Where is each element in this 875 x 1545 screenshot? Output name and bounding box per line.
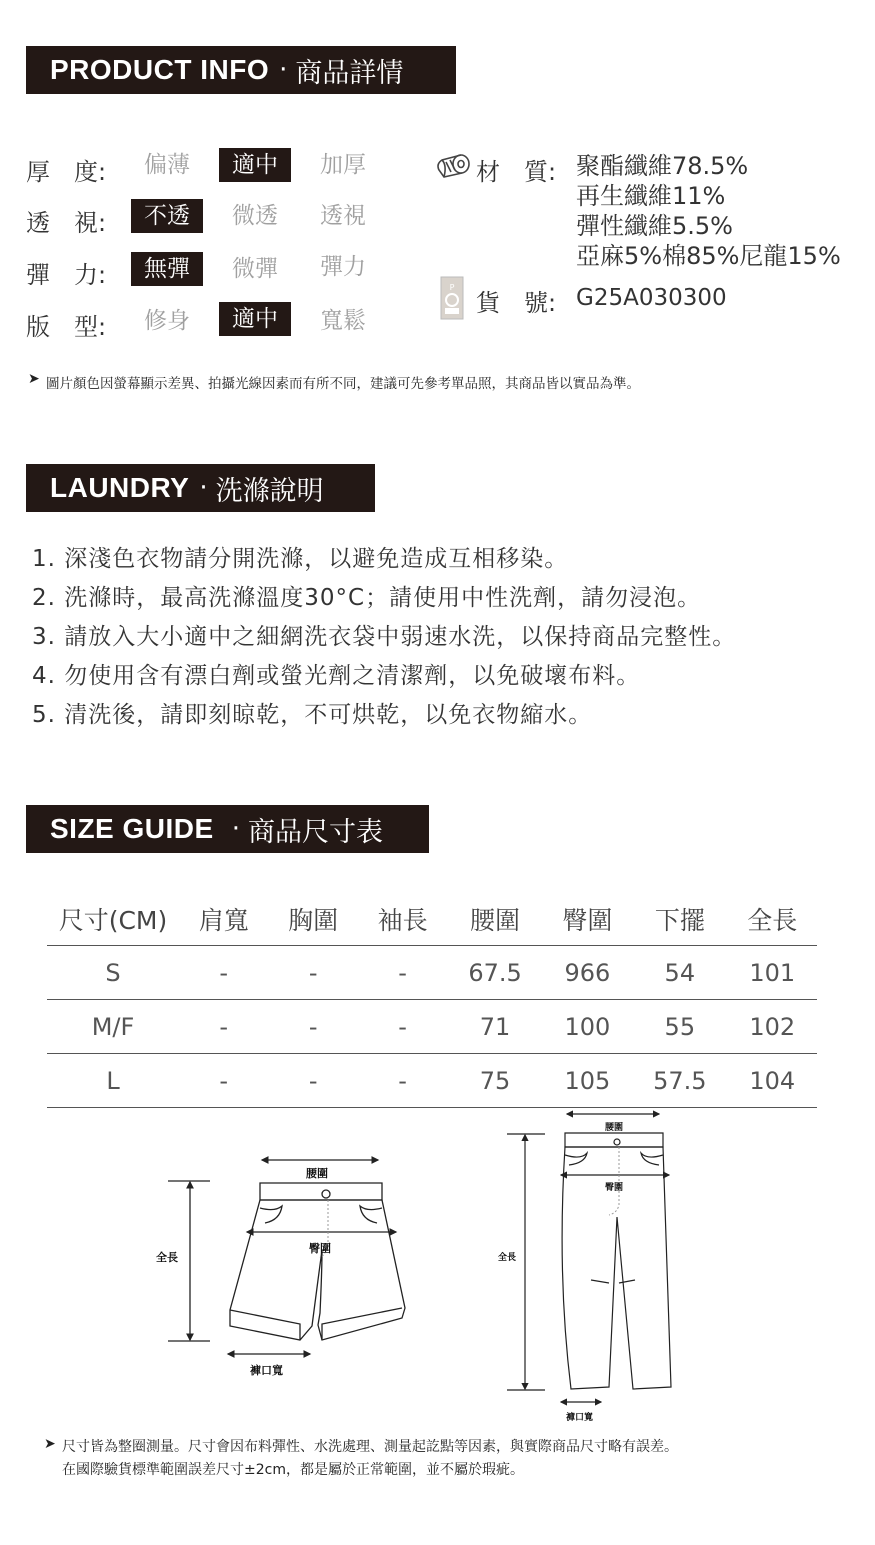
table-cell: M/F bbox=[47, 1000, 179, 1054]
color-disclaimer: 圖片顏色因螢幕顯示差異、拍攝光線因素而有所不同，建議可先參考單品照，其商品皆以實品為準。 bbox=[46, 376, 640, 392]
list-item: 5. 清洗後，請即刻晾乾，不可烘乾，以免衣物縮水。 bbox=[32, 702, 593, 728]
column-header: 下擺 bbox=[632, 893, 727, 946]
table-cell: - bbox=[268, 1000, 357, 1054]
arrow-right-icon: ➤ bbox=[28, 371, 40, 387]
attr-label-fit: 版 型: bbox=[26, 313, 107, 341]
attr-label-elasticity: 彈 力: bbox=[26, 261, 107, 289]
attr-label-sheerness: 透 視: bbox=[26, 209, 107, 237]
fabric-roll-icon bbox=[434, 152, 472, 182]
arrow-right-icon: ➤ bbox=[44, 1436, 56, 1452]
size-note-line1: 尺寸皆為整圈測量。尺寸會因布料彈性、水洗處理、測量起訖點等因素，與實際商品尺寸略有誤差。 bbox=[62, 1439, 678, 1455]
header-en: LAUNDRY bbox=[50, 472, 190, 503]
item-no-value: G25A030300 bbox=[576, 285, 727, 311]
table-cell: L bbox=[47, 1054, 179, 1108]
table-cell: S bbox=[47, 946, 179, 1000]
diagram-label-length: 全長 bbox=[498, 1253, 517, 1263]
material-line: 彈性纖維5.5% bbox=[576, 212, 733, 240]
table-cell: - bbox=[179, 946, 268, 1000]
list-item: 4. 勿使用含有漂白劑或螢光劑之清潔劑，以免破壞布料。 bbox=[32, 663, 641, 689]
attr-option-selected: 適中 bbox=[219, 302, 291, 336]
table-cell: 104 bbox=[728, 1054, 818, 1108]
size-note-line2: 在國際驗貨標準範圍誤差尺寸±2cm，都是屬於正常範圍，並不屬於瑕疵。 bbox=[62, 1462, 524, 1478]
table-cell: - bbox=[179, 1054, 268, 1108]
diagram-label-hem: 褲口寬 bbox=[250, 1364, 283, 1377]
column-header: 肩寬 bbox=[179, 893, 268, 946]
material-line: 再生纖維11% bbox=[576, 182, 726, 210]
attr-option: 微彈 bbox=[232, 256, 278, 282]
list-item: 3. 請放入大小適中之細網洗衣袋中弱速水洗，以保持商品完整性。 bbox=[32, 624, 737, 650]
pants-diagram bbox=[495, 1105, 695, 1425]
table-row bbox=[47, 1000, 817, 1054]
header-zh: 洗滌說明 bbox=[215, 475, 324, 507]
table-cell: 100 bbox=[543, 1000, 632, 1054]
material-line: 聚酯纖維78.5% bbox=[576, 152, 749, 180]
attr-option: 透視 bbox=[320, 203, 366, 229]
table-cell: - bbox=[358, 1000, 447, 1054]
diagram-label-hip: 臀圍 bbox=[605, 1183, 624, 1193]
size-guide-header bbox=[26, 805, 429, 853]
attr-option-selected: 適中 bbox=[219, 148, 291, 182]
table-cell: 101 bbox=[728, 946, 818, 1000]
attr-option-selected: 不透 bbox=[131, 199, 203, 233]
header-dot: · bbox=[199, 473, 208, 503]
column-header: 全長 bbox=[728, 893, 818, 946]
svg-text:P: P bbox=[449, 283, 455, 292]
attr-option: 微透 bbox=[232, 203, 278, 229]
header-zh: 商品尺寸表 bbox=[247, 816, 383, 848]
material-values bbox=[576, 151, 841, 271]
table-cell: - bbox=[358, 1054, 447, 1108]
table-cell: 57.5 bbox=[632, 1054, 727, 1108]
attr-option-selected: 無彈 bbox=[131, 252, 203, 286]
column-header: 腰圍 bbox=[447, 893, 542, 946]
product-info-header bbox=[26, 46, 456, 94]
table-cell: - bbox=[358, 946, 447, 1000]
column-header: 尺寸(CM) bbox=[47, 893, 179, 946]
header-en: PRODUCT INFO bbox=[50, 54, 270, 85]
table-cell: 67.5 bbox=[447, 946, 542, 1000]
table-header-row bbox=[47, 893, 817, 946]
material-label: 材 質: bbox=[476, 158, 557, 186]
attr-option: 寬鬆 bbox=[320, 308, 366, 334]
table-cell: 102 bbox=[728, 1000, 818, 1054]
table-cell: - bbox=[179, 1000, 268, 1054]
laundry-header bbox=[26, 464, 375, 512]
attr-option: 偏薄 bbox=[144, 152, 190, 178]
attr-option: 彈力 bbox=[320, 254, 366, 280]
attr-label-thickness: 厚 度: bbox=[26, 158, 107, 186]
table-cell: 55 bbox=[632, 1000, 727, 1054]
header-dot: · bbox=[279, 55, 288, 85]
column-header: 胸圍 bbox=[268, 893, 357, 946]
table-cell: 966 bbox=[543, 946, 632, 1000]
attr-option: 修身 bbox=[144, 308, 190, 334]
list-item: 2. 洗滌時，最高洗滌溫度30°C；請使用中性洗劑，請勿浸泡。 bbox=[32, 585, 702, 611]
table-cell: - bbox=[268, 1054, 357, 1108]
diagram-label-waist: 腰圍 bbox=[306, 1167, 328, 1180]
table-cell: 75 bbox=[447, 1054, 542, 1108]
diagram-label-length: 全長 bbox=[156, 1251, 178, 1264]
table-cell: - bbox=[268, 946, 357, 1000]
shorts-diagram bbox=[150, 1150, 430, 1380]
column-header: 袖長 bbox=[358, 893, 447, 946]
header-dot: · bbox=[231, 814, 240, 844]
table-cell: 105 bbox=[543, 1054, 632, 1108]
laundry-list bbox=[32, 540, 736, 735]
column-header: 臀圍 bbox=[543, 893, 632, 946]
diagram-label-hip: 臀圍 bbox=[309, 1242, 331, 1255]
attr-option: 加厚 bbox=[320, 152, 366, 178]
table-cell: 71 bbox=[447, 1000, 542, 1054]
diagram-label-waist: 腰圍 bbox=[605, 1123, 624, 1133]
header-en: SIZE GUIDE bbox=[50, 813, 214, 844]
list-item: 1. 深淺色衣物請分開洗滌，以避免造成互相移染。 bbox=[32, 546, 569, 572]
material-line: 亞麻5%棉85%尼龍15% bbox=[576, 242, 841, 270]
size-table bbox=[47, 893, 817, 1108]
table-row bbox=[47, 946, 817, 1000]
diagram-label-hem: 褲口寬 bbox=[566, 1413, 594, 1423]
table-cell: 54 bbox=[632, 946, 727, 1000]
table-row bbox=[47, 1054, 817, 1108]
header-zh: 商品詳情 bbox=[295, 57, 404, 89]
item-no-label: 貨 號: bbox=[476, 289, 557, 317]
tag-icon bbox=[440, 276, 464, 320]
